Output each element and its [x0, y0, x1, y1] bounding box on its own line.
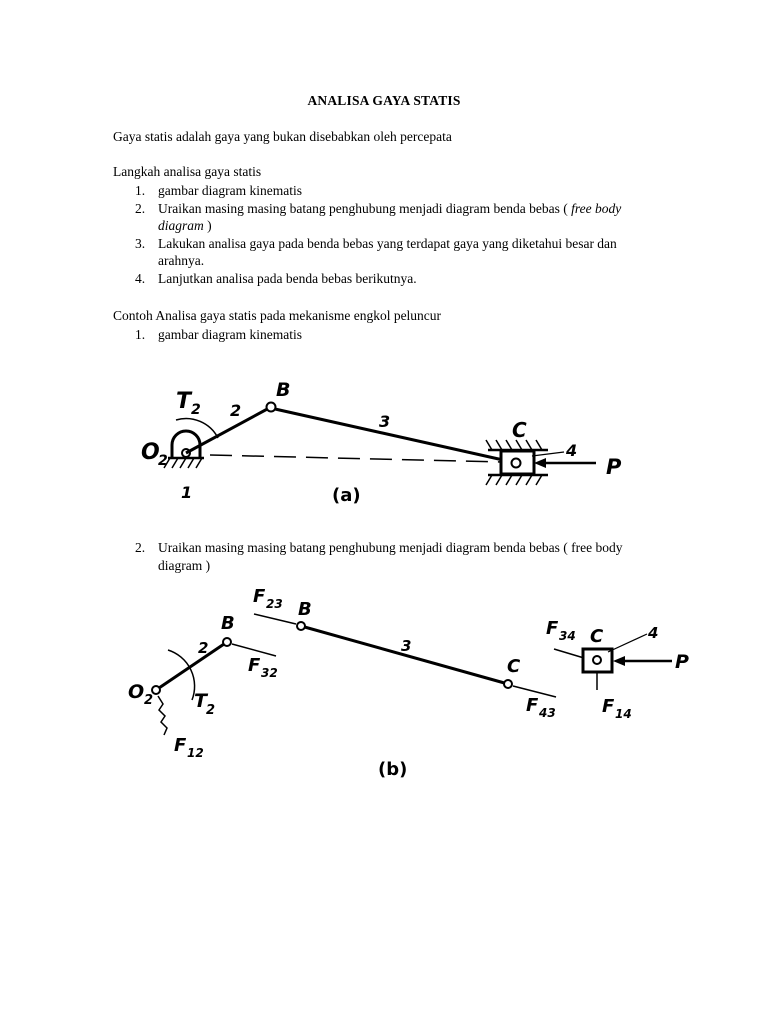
- leader-4: [532, 452, 564, 456]
- list-item: 1. gambar diagram kinematis: [135, 327, 302, 342]
- label-o: O: [141, 440, 160, 465]
- figure-a-caption: (a): [332, 485, 361, 506]
- label-o-sub: 2: [144, 693, 154, 708]
- list-item: 4. Lanjutkan analisa pada benda bebas berikutnya.: [135, 270, 417, 286]
- force-f12-line: [158, 696, 167, 735]
- label-p: P: [606, 455, 622, 479]
- list-item: 2. Uraikan masing masing batang penghubung menjadi diagram benda bebas ( free body diagram ): [135, 200, 622, 234]
- label-f23: F: [253, 586, 266, 607]
- example-steps-list-2: [113, 539, 653, 574]
- figure-b-free-body-diagram: [120, 580, 710, 785]
- label-f43: F: [526, 695, 539, 716]
- ground-pivot: [164, 431, 204, 468]
- joint-c-slider: [593, 656, 601, 664]
- leader-4: [608, 634, 647, 652]
- label-t: T: [176, 389, 192, 414]
- center-line: [210, 455, 502, 462]
- joint-c: [512, 459, 521, 468]
- link-3: [275, 409, 512, 462]
- label-t: T: [194, 690, 207, 712]
- label-c-slider: C: [590, 626, 604, 647]
- label-t-sub: 2: [206, 703, 216, 718]
- label-ground-1: 1: [181, 483, 193, 502]
- label-f32-sub: 32: [261, 666, 278, 680]
- steps-list: [113, 182, 653, 288]
- label-link-2: 2: [198, 639, 209, 657]
- example-steps-list: [113, 326, 653, 344]
- label-f34: F: [546, 618, 559, 639]
- link-3: [301, 626, 508, 684]
- label-f14: F: [602, 696, 615, 717]
- force-p-arrowhead: [534, 458, 546, 468]
- joint-b-left: [223, 638, 231, 646]
- steps-heading: Langkah analisa gaya statis: [113, 164, 262, 179]
- page-title: ANALISA GAYA STATIS: [307, 93, 461, 108]
- label-link-3: 3: [401, 637, 412, 655]
- example-heading: Contoh Analisa gaya statis pada mekanisme engkol peluncur: [113, 308, 442, 323]
- force-p-arrowhead: [613, 656, 625, 666]
- label-c: C: [512, 418, 527, 442]
- label-link-2: 2: [230, 401, 242, 420]
- label-link-4: 4: [566, 441, 578, 460]
- list-item: 3. Lakukan analisa gaya pada benda bebas yang terdapat gaya yang diketahui besar dan arahnya.: [135, 235, 617, 269]
- list-item: 1. gambar diagram kinematis: [135, 183, 302, 198]
- label-b: B: [276, 379, 291, 401]
- label-f43-sub: 43: [539, 706, 556, 720]
- label-b-left: B: [221, 613, 235, 634]
- force-f34-line: [554, 649, 584, 658]
- intro-paragraph: Gaya statis adalah gaya yang bukan disebabkan oleh percepata: [113, 129, 452, 144]
- label-f23-sub: 23: [266, 597, 283, 611]
- torque-arc: [168, 650, 195, 700]
- label-b-right: B: [298, 599, 312, 620]
- joint-b-right: [297, 622, 305, 630]
- figure-a-kinematic-diagram: [120, 370, 640, 515]
- label-link-3: 3: [379, 412, 391, 431]
- joint-c-link: [504, 680, 512, 688]
- joint-b: [267, 403, 276, 412]
- label-f12: F: [174, 735, 187, 756]
- list-item: 2. Uraikan masing masing batang penghubung menjadi diagram benda bebas ( free body diagram ): [135, 540, 623, 573]
- label-c-link: C: [507, 656, 521, 677]
- label-link-4: 4: [648, 624, 659, 642]
- joint-o2: [152, 686, 160, 694]
- figure-b-caption: (b): [378, 759, 408, 780]
- label-f14-sub: 14: [615, 707, 632, 721]
- label-o: O: [128, 681, 145, 703]
- label-o-sub: 2: [158, 453, 168, 469]
- label-f34-sub: 34: [559, 629, 576, 643]
- label-p: P: [675, 651, 689, 673]
- label-f12-sub: 12: [187, 746, 204, 760]
- label-f32: F: [248, 655, 261, 676]
- force-f23-line: [254, 614, 296, 624]
- link-2: [156, 642, 227, 690]
- label-t-sub: 2: [191, 402, 201, 418]
